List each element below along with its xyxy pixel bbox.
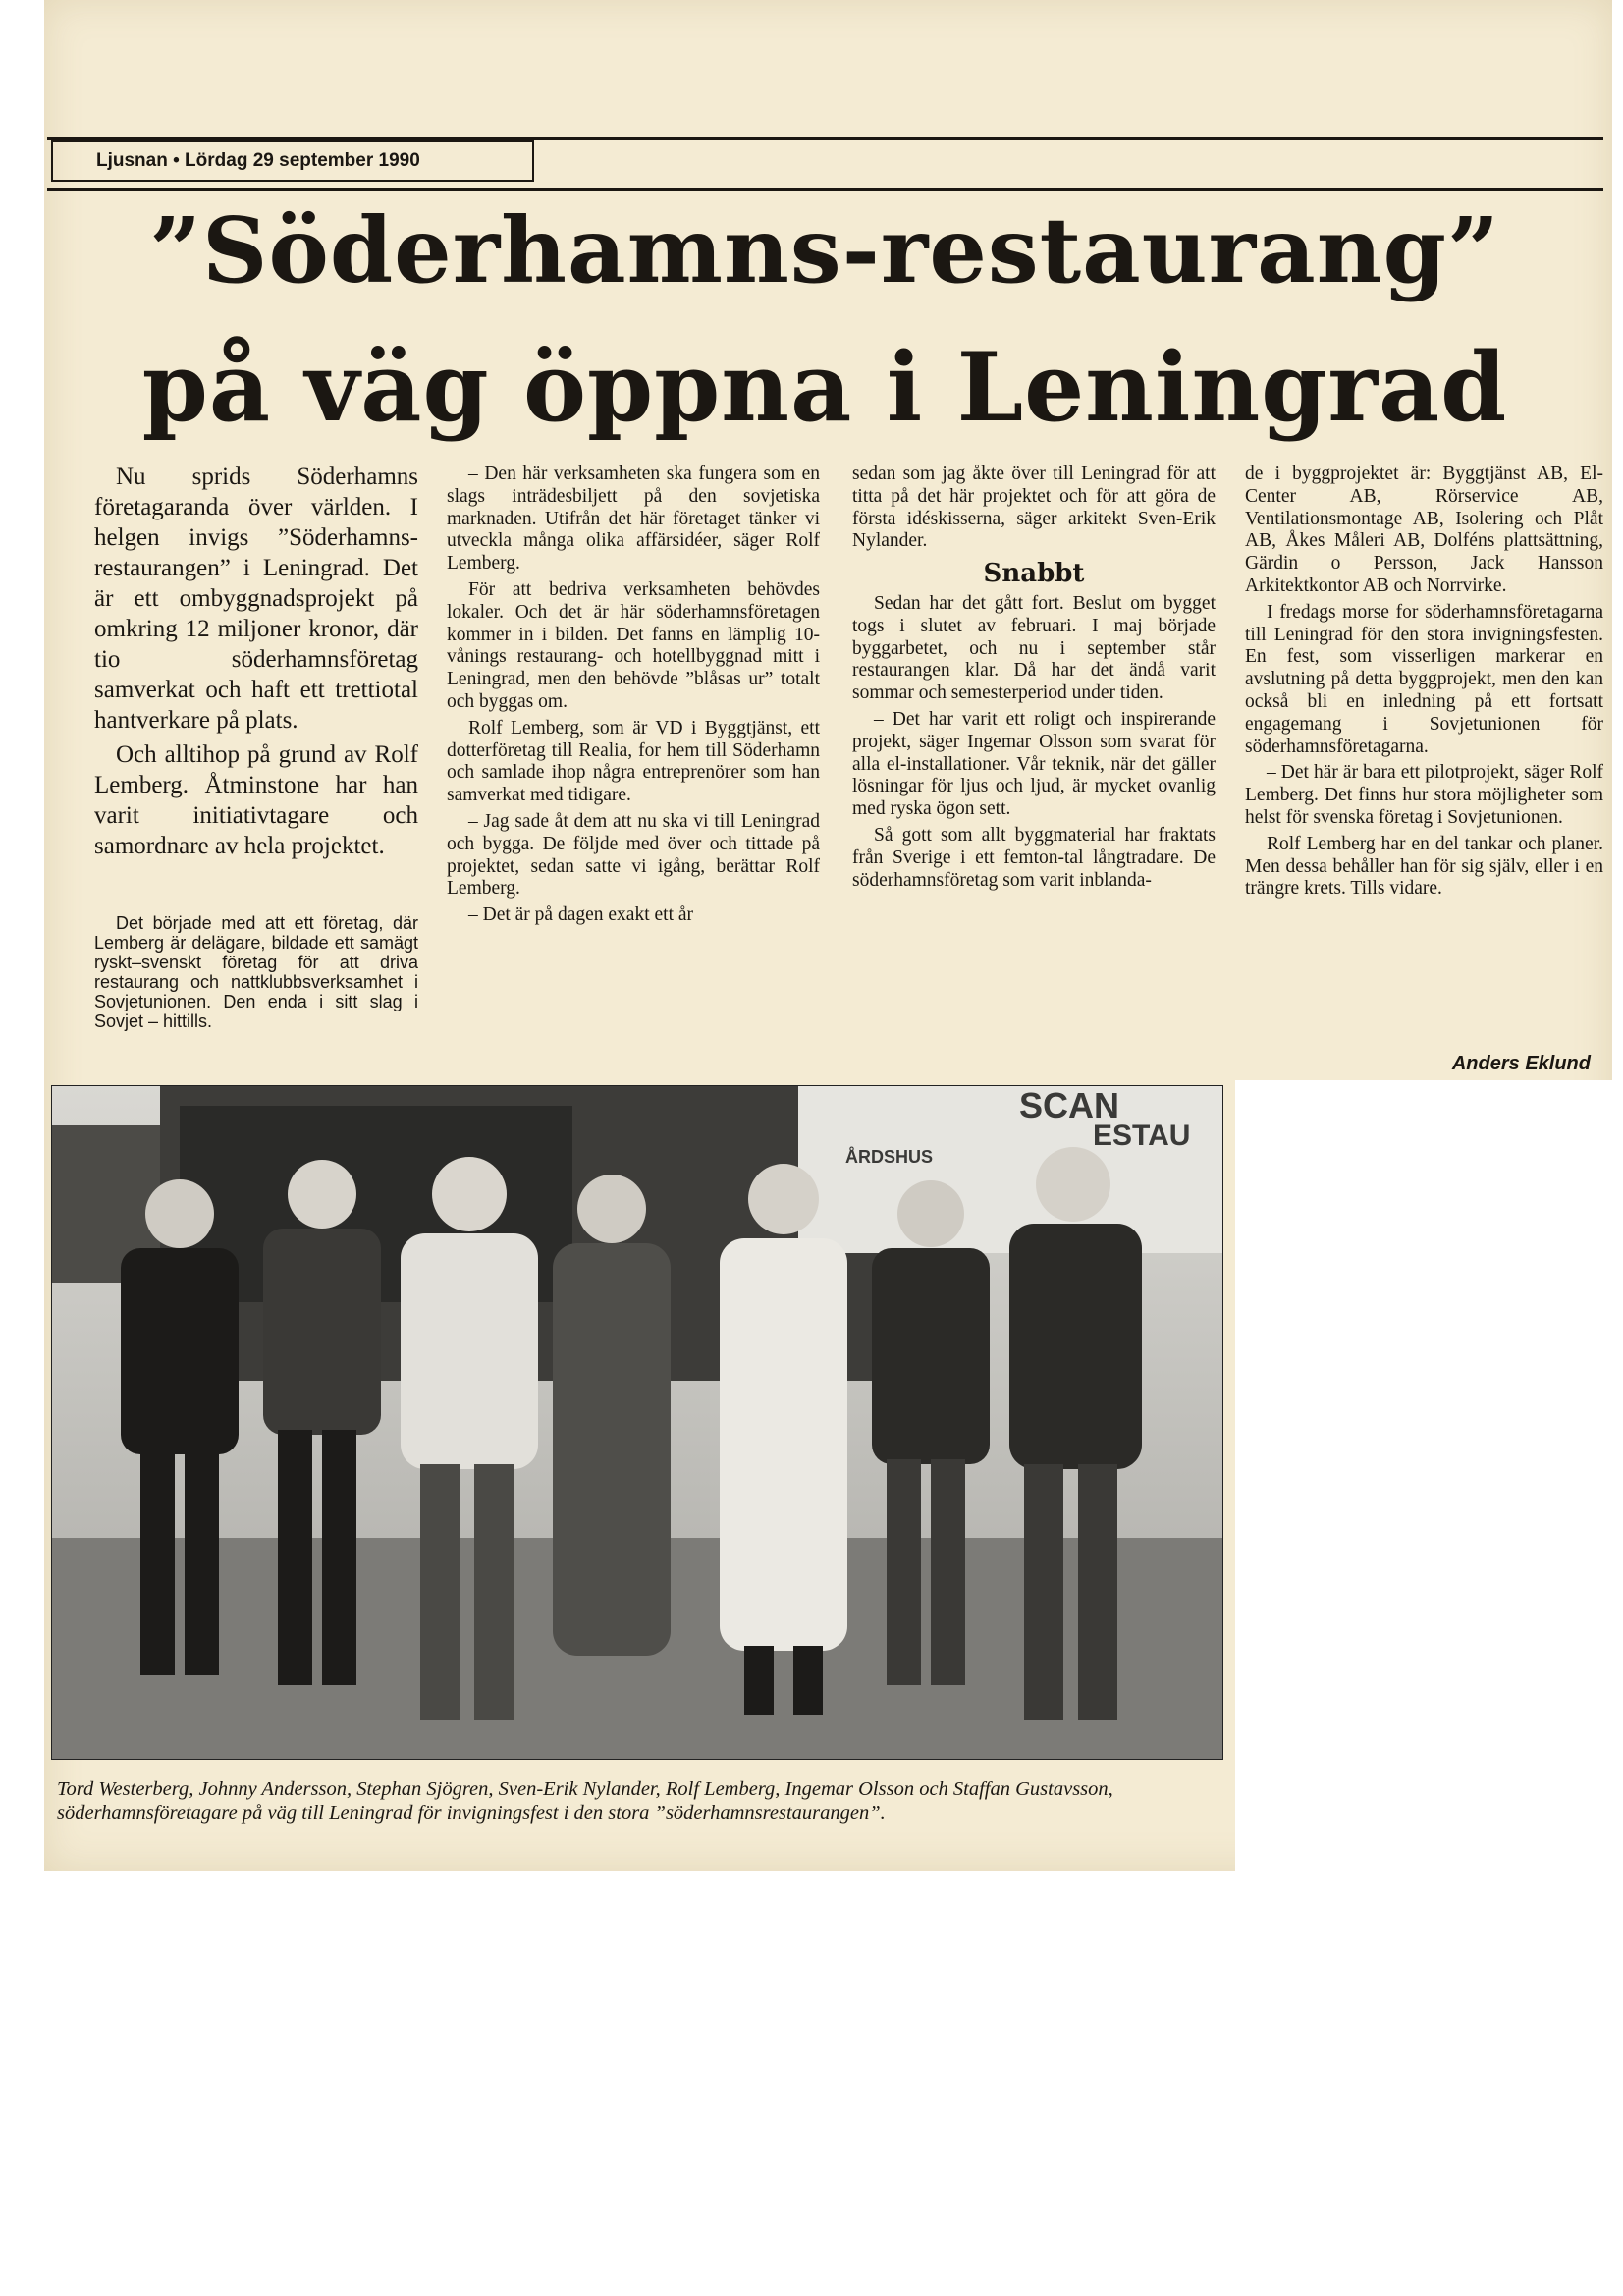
article-column-4	[1245, 464, 1603, 904]
article-column-2	[447, 464, 820, 931]
body-paragraph: – Det här är bara ett pilotprojekt, säger Rolf Lemberg. Det finns hur stora möjligheter som helst för svenska företag i Sovjetunionen.	[1245, 762, 1603, 828]
blank-area	[1235, 1080, 1612, 1871]
bus-sign-text: ÅRDSHUS	[845, 1147, 934, 1167]
subheading: Snabbt	[983, 559, 1085, 589]
blank-page-bottom	[44, 1871, 1612, 2296]
headline-line-2: på väg öppna i Leningrad	[141, 332, 1508, 443]
body-paragraph: Det började med att ett företag, där Lemberg är delägare, bildade ett samägt ryskt–svenskt företag för att driva restaurang och nattklubbsverksamhet i Sovjetunionen. Den enda i sitt slag i Sovjet – hittills.	[94, 913, 418, 1031]
body-paragraph: Sedan har det gått fort. Beslut om bygget togs i slutet av februari. I maj började byggarbetet, och nu i september står restaurangen klar. Då har det ändå varit sommar och semesterperiod under tiden.	[852, 592, 1216, 704]
article-column-3	[852, 464, 1216, 896]
group-photo-illustration	[52, 1086, 1222, 1759]
byline: Anders Eklund	[1451, 1053, 1591, 1074]
photo-caption: Tord Westerberg, Johnny Andersson, Stephan Sjögren, Sven-Erik Nylander, Rolf Lemberg, Ingemar Olsson och Staffan Gustavsson, söderhamnsföretagare på väg till Leningrad för invigningsfest i den stora ”söderhamnsrestaurangen”.	[57, 1778, 1113, 1824]
lead-paragraph: Nu sprids Söderhamns företagaranda över världen. I helgen invigs ”Söderhamns-restaurangen” i Leningrad. Det är ett ombyggnadsprojekt på omkring 12 miljoner kronor, där tio söderhamnsföretag samverkat och haft ett trettiotal hantverkare på plats.	[94, 464, 418, 734]
body-paragraph: de i byggprojektet är: Byggtjänst AB, El-Center AB, Rörservice AB, Ventilationsmontage AB, Isolering och Plåt AB, Åkes Måleri AB, Dolféns plattsättning, Gärdin o Persson, Jack Hansson Arkitektkontor AB och Norrvirke.	[1245, 464, 1603, 596]
lead-column	[94, 462, 418, 865]
body-paragraph: sedan som jag åkte över till Leningrad för att titta på det här projektet och för att göra de första idéskisserna, säger arkitekt Sven-Erik Nylander.	[852, 464, 1216, 552]
body-paragraph: Rolf Lemberg, som är VD i Byggtjänst, ett dotterföretag till Realia, for hem till Söderhamn och samlade ihop några entreprenörer som han samverkat med tidigare.	[447, 717, 820, 806]
lead-paragraph: Och alltihop på grund av Rolf Lemberg. Åtminstone har han varit initiativtagare och samordnare av hela projektet.	[94, 741, 418, 859]
body-paragraph: – Jag sade åt dem att nu ska vi till Leningrad och bygga. De följde med över och tittade på projektet, sedan satte vi igång, berättar Rolf Lemberg.	[447, 810, 820, 900]
masthead-label: Ljusnan • Lördag 29 september 1990	[51, 140, 534, 182]
body-paragraph: Rolf Lemberg har en del tankar och planer. Men dessa behåller han för sig själv, eller i en trängre krets. Tills vidare.	[1245, 833, 1603, 900]
body-paragraph: I fredags morse for söderhamnsföretagarna till Leningrad för den stora invigningsfesten. En fest, som visserligen markerar en avslutning på detta byggprojekt, men den kan också bli en inledning på ett fortsatt engagemang i Sovjetunionen för söderhamnsföretagarna.	[1245, 601, 1603, 757]
body-paragraph: – Det har varit ett roligt och inspirerande projekt, säger Ingemar Olsson som svarat för alla el-installationer. Vår teknik, när det gäller lösningar för ljus och ljud, är mycket ovanlig med ryska ögon sett.	[852, 708, 1216, 820]
headline-line-1: ”Söderhamns-restaurang”	[149, 197, 1500, 303]
body-paragraph: – Den här verksamheten ska fungera som en slags inträdesbiljett på den sovjetiska marknaden. Utifrån det här företaget tänker vi utveckla många olika affärsidéer, säger Rolf Lemberg.	[447, 464, 820, 574]
bus-sign-text: ESTAU	[1093, 1120, 1191, 1152]
body-paragraph: Så gott som allt byggmaterial har fraktats från Sverige i ett femton-tal långtradare. De söderhamnsföretag som varit inblanda-	[852, 824, 1216, 891]
lead-column-continued	[94, 913, 418, 1035]
group-photo	[51, 1085, 1223, 1760]
body-paragraph: För att bedriva verksamheten behövdes lokaler. Och det är här söderhamnsföretagen kommer in i bilden. Det fanns en lämplig 10-vånings restaurang- och hotellbyggnad mitt i Leningrad, men den behövde ”blåsas ur” totalt och byggas om.	[447, 578, 820, 712]
body-paragraph: – Det är på dagen exakt ett år	[468, 904, 694, 926]
bus-sign-text: SCAN	[1019, 1086, 1120, 1125]
